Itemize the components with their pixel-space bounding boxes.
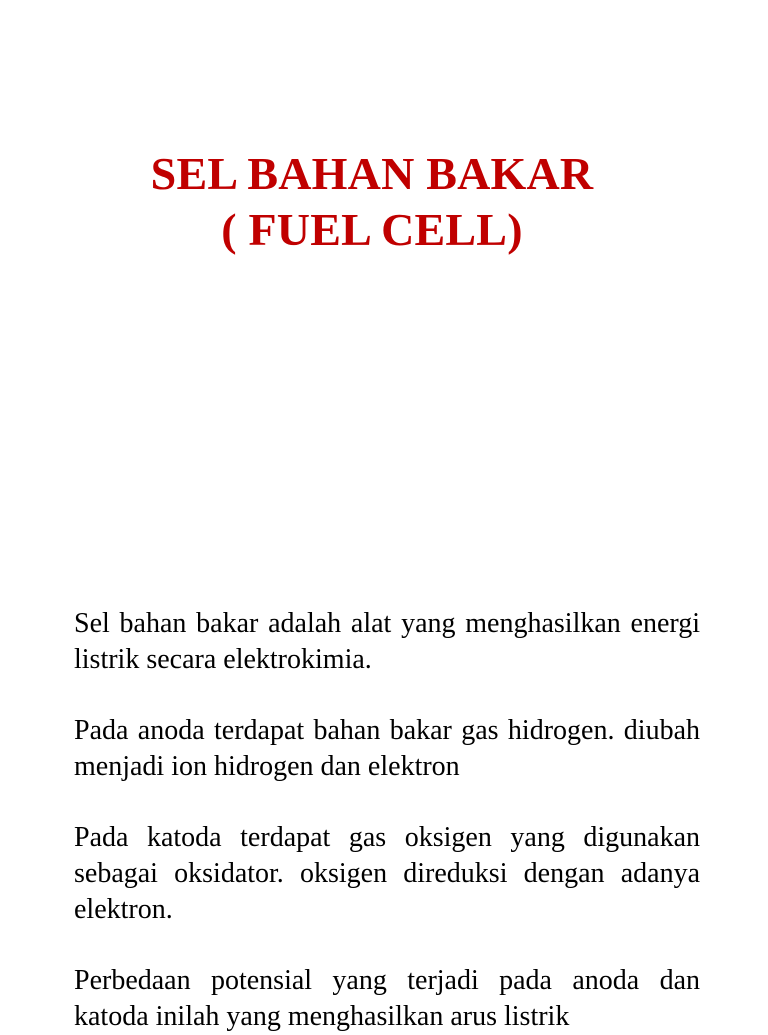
paragraph-definition: Sel bahan bakar adalah alat yang menghasilkan energi listrik secara elektrokimia. — [74, 608, 700, 675]
title-line-1: SEL BAHAN BAKAR — [150, 148, 594, 199]
paragraph-anode: Pada anoda terdapat bahan bakar gas hidrogen. diubah menjadi ion hidrogen dan elektron — [74, 715, 700, 782]
document-title — [0, 146, 744, 258]
body-text — [74, 606, 700, 1035]
paragraph-potential: Perbedaan potensial yang terjadi pada anoda dan katoda inilah yang menghasilkan arus listrik — [74, 965, 700, 1032]
title-line-2: ( FUEL CELL) — [221, 204, 523, 255]
paragraph-cathode: Pada katoda terdapat gas oksigen yang digunakan sebagai oksidator. oksigen direduksi dengan adanya elektron. — [74, 822, 700, 925]
